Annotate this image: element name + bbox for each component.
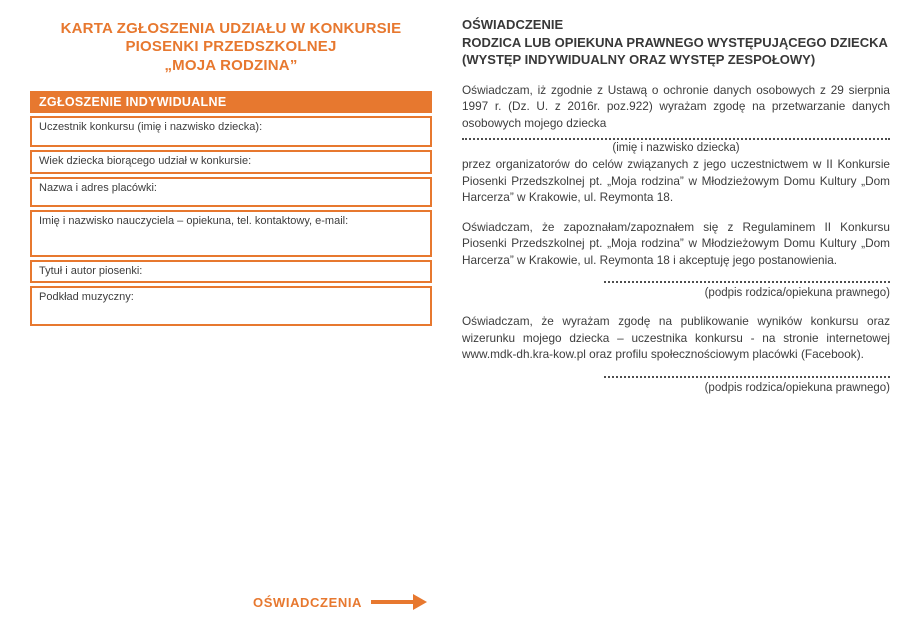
declaration-heading-line-1: OŚWIADCZENIE: [462, 17, 564, 32]
form-field-label: Podkład muzyczny:: [39, 291, 134, 304]
caption-parent-signature: (podpis rodzica/opiekuna prawnego): [704, 381, 890, 394]
form-field-institution: [30, 177, 432, 207]
page-title-line-1: KARTA ZGŁOSZENIA UDZIAŁU W KONKURSIE: [60, 20, 402, 37]
declaration-paragraph-regulations: Oświadczam, że zapoznałam/zapoznałem się z Regulaminem II Konkursu Piosenki Przedszkolnej pt. „Moja rodzina” w Młodzieżowym Domu Kultury „Dom Harcerza” w Krakowie, ul. Reymonta 18 i akceptuję jego postanowienia.: [462, 219, 890, 267]
form-field-label: Nazwa i adres placówki:: [39, 181, 157, 194]
form-section-header: ZGŁOSZENIE INDYWIDUALNE: [30, 91, 432, 113]
page-title-line-2: PIOSENKI PRZEDSZKOLNEJ: [125, 38, 337, 56]
declaration-column: [462, 16, 890, 408]
form-field-label: Tytuł i autor piosenki:: [39, 264, 143, 277]
individual-entry-form: [30, 91, 432, 327]
form-field-backing-track: [30, 286, 432, 326]
signature-line: [604, 281, 890, 283]
declarations-pointer: [253, 594, 427, 610]
entry-card-column: [30, 20, 432, 326]
signature-block-2: [462, 376, 890, 394]
declaration-paragraph-consent-data: Oświadczam, iż zgodnie z Ustawą o ochronie danych osobowych z 29 sierpnia 1997 r. (Dz. U. z 2016r. poz.922) wyrażam zgodę na przetwarzanie danych osobowych mojego dziecka: [462, 82, 890, 130]
page-title-line-3: „MOJA RODZINA”: [164, 56, 298, 74]
declaration-heading: [462, 16, 890, 69]
caption-child-name: (imię i nazwisko dziecka): [612, 142, 740, 155]
page-title: [30, 20, 432, 75]
form-field-label: Imię i nazwisko nauczyciela – opiekuna, tel. kontaktowy, e-mail:: [39, 214, 349, 227]
form-field-child-age: [30, 150, 432, 174]
right-arrow-icon: [371, 600, 413, 604]
fill-in-line-child-name: [462, 138, 890, 140]
form-field-label: Wiek dziecka biorącego udział w konkursie:: [39, 154, 252, 167]
form-field-teacher-contact: [30, 210, 432, 257]
declaration-paragraph-publication: Oświadczam, że wyrażam zgodę na publikowanie wyników konkursu oraz wizerunku mojego dziecka – uczestnika konkursu - na stronie internetowej www.mdk-dh.kra-kow.pl oraz profilu społecznościowym placówki (Facebook).: [462, 314, 890, 362]
signature-block-1: [462, 281, 890, 299]
declaration-heading-line-2: RODZICA LUB OPIEKUNA PRAWNEGO WYSTĘPUJĄCEGO DZIECKA: [462, 34, 888, 50]
declarations-pointer-label: OŚWIADCZENIA: [253, 594, 363, 610]
form-field-song-title-author: [30, 260, 432, 284]
signature-line: [604, 376, 890, 378]
form-field-participant: [30, 116, 432, 147]
caption-parent-signature: (podpis rodzica/opiekuna prawnego): [704, 287, 890, 300]
form-field-label: Uczestnik konkursu (imię i nazwisko dziecka):: [39, 120, 263, 133]
declaration-heading-line-3: (WYSTĘP INDYWIDUALNY ORAZ WYSTĘP ZESPOŁOWY): [462, 52, 816, 68]
right-arrow-icon: [413, 594, 427, 610]
declaration-paragraph-organizers: przez organizatorów do celów związanych z jego uczestnictwem w II Konkursie Piosenki Przedszkolnej pt. „Moja rodzina” w Młodzieżowym Domu Kultury „Dom Harcerza” w Krakowie, ul. Reymonta 18.: [462, 157, 890, 205]
